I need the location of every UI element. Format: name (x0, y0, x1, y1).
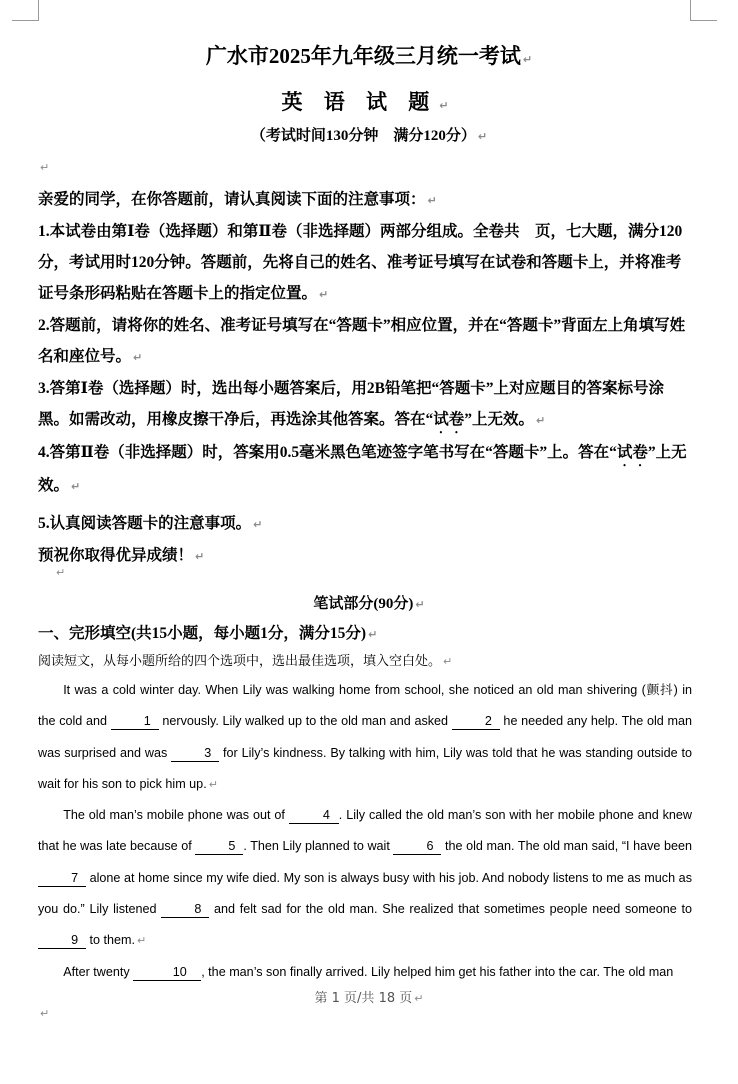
blank-2: 2 (452, 713, 500, 730)
notice-item-5: 5.认真阅读答题卡的注意事项。 ↵ (38, 515, 263, 532)
blank-9: 9 (38, 932, 86, 949)
passage-paragraph-1: It was a cold winter day. When Lily was walking home from school, she noticed an old man shivering (颤抖) in the cold and 1 nervously. Lily walked up to the old man and asked 2 he needed any help. The old man was surprised and was 3 for Lily’s kindness. By talking with him, Lily was told that he was standing outside to wait for his son to pick him up. ↵ (38, 683, 692, 791)
subject-title: 英 语 试 题 ↵ (281, 90, 457, 114)
blank-7: 7 (38, 870, 86, 887)
empty-paragraph: ↵ (56, 566, 66, 579)
passage-paragraph-3: After twenty 10 , the man’s son finally arrived. Lily helped him get his father into the car. The old man (63, 964, 674, 979)
page-footer: 第 1 页/共 18 页 ↵ (314, 991, 424, 1006)
time-info: （考试时间130分钟 满分120分） ↵ (250, 128, 488, 144)
notice-item-1: 1.本试卷由第Ⅰ卷（选择题）和第Ⅱ卷（非选择题）两部分组成。全卷共 页，七大题，满分120分，考试用时120分钟。答题前，先将自己的姓名、准考证号填写在试卷和答题卡上，并将准考证号条形码粘贴在答题卡上的指定位置。 ↵ (38, 223, 683, 302)
passage-paragraph-2: The old man’s mobile phone was out of 4 . Lily called the old man’s son with her mobile phone and knew that he was late because of 5 . Then Lily planned to wait 6 the old man. The old man said, “I have been 7 alone at home since my wife died. My son is always busy with his job. And nobody listens to me as much as you do.” Lily listened 8 and felt sad for the old man. She realized that sometimes people need someone to 9 to them. ↵ (38, 808, 693, 948)
part-one-instruction: 阅读短文，从每小题所给的四个选项中，选出最佳选项，填入空白处。 ↵ (38, 654, 453, 669)
notice-item-2: 2.答题前，请将你的姓名、准考证号填写在“答题卡”相应位置，并在“答题卡”背面左上角填写姓名和座位号。 ↵ (38, 317, 686, 365)
blank-1: 1 (111, 713, 159, 730)
section-title: 笔试部分(90分) ↵ (313, 596, 425, 612)
blank-6: 6 (393, 838, 441, 855)
blank-4: 4 (289, 807, 339, 824)
blank-3: 3 (171, 745, 219, 762)
empty-paragraph: ↵ (40, 1007, 50, 1020)
notice-item-4: 4.答第Ⅱ卷（非选择题）时，答案用0.5毫米黑色笔迹签字笔书写在“答题卡”上。答在“试卷”上无效。 ↵ (38, 444, 687, 494)
notice-item-3: 3.答第Ⅰ卷（选择题）时，选出每小题答案后，用2B铅笔把“答题卡”上对应题目的答案标号涂黑。如需改动，用橡皮擦干净后，再选涂其他答案。答在“试卷”上无效。 ↵ (38, 380, 664, 428)
crop-mark-top-left (12, 0, 39, 21)
exam-title: 广水市2025年九年级三月统一考试 ↵ (205, 44, 533, 68)
notice-intro: 亲爱的同学，在你答题前，请认真阅读下面的注意事项： ↵ (38, 191, 437, 208)
empty-paragraph: ↵ (40, 161, 50, 174)
blank-10: 10 (133, 964, 201, 981)
part-one-title: 一、完形填空(共15小题，每小题1分，满分15分) ↵ (38, 625, 378, 642)
blank-8: 8 (161, 901, 209, 918)
blank-5: 5 (195, 838, 243, 855)
cloze-passage (38, 675, 692, 988)
notice-block (38, 184, 692, 572)
crop-mark-top-right (690, 0, 717, 21)
notice-wish: 预祝你取得优异成绩！ ↵ (38, 547, 205, 564)
